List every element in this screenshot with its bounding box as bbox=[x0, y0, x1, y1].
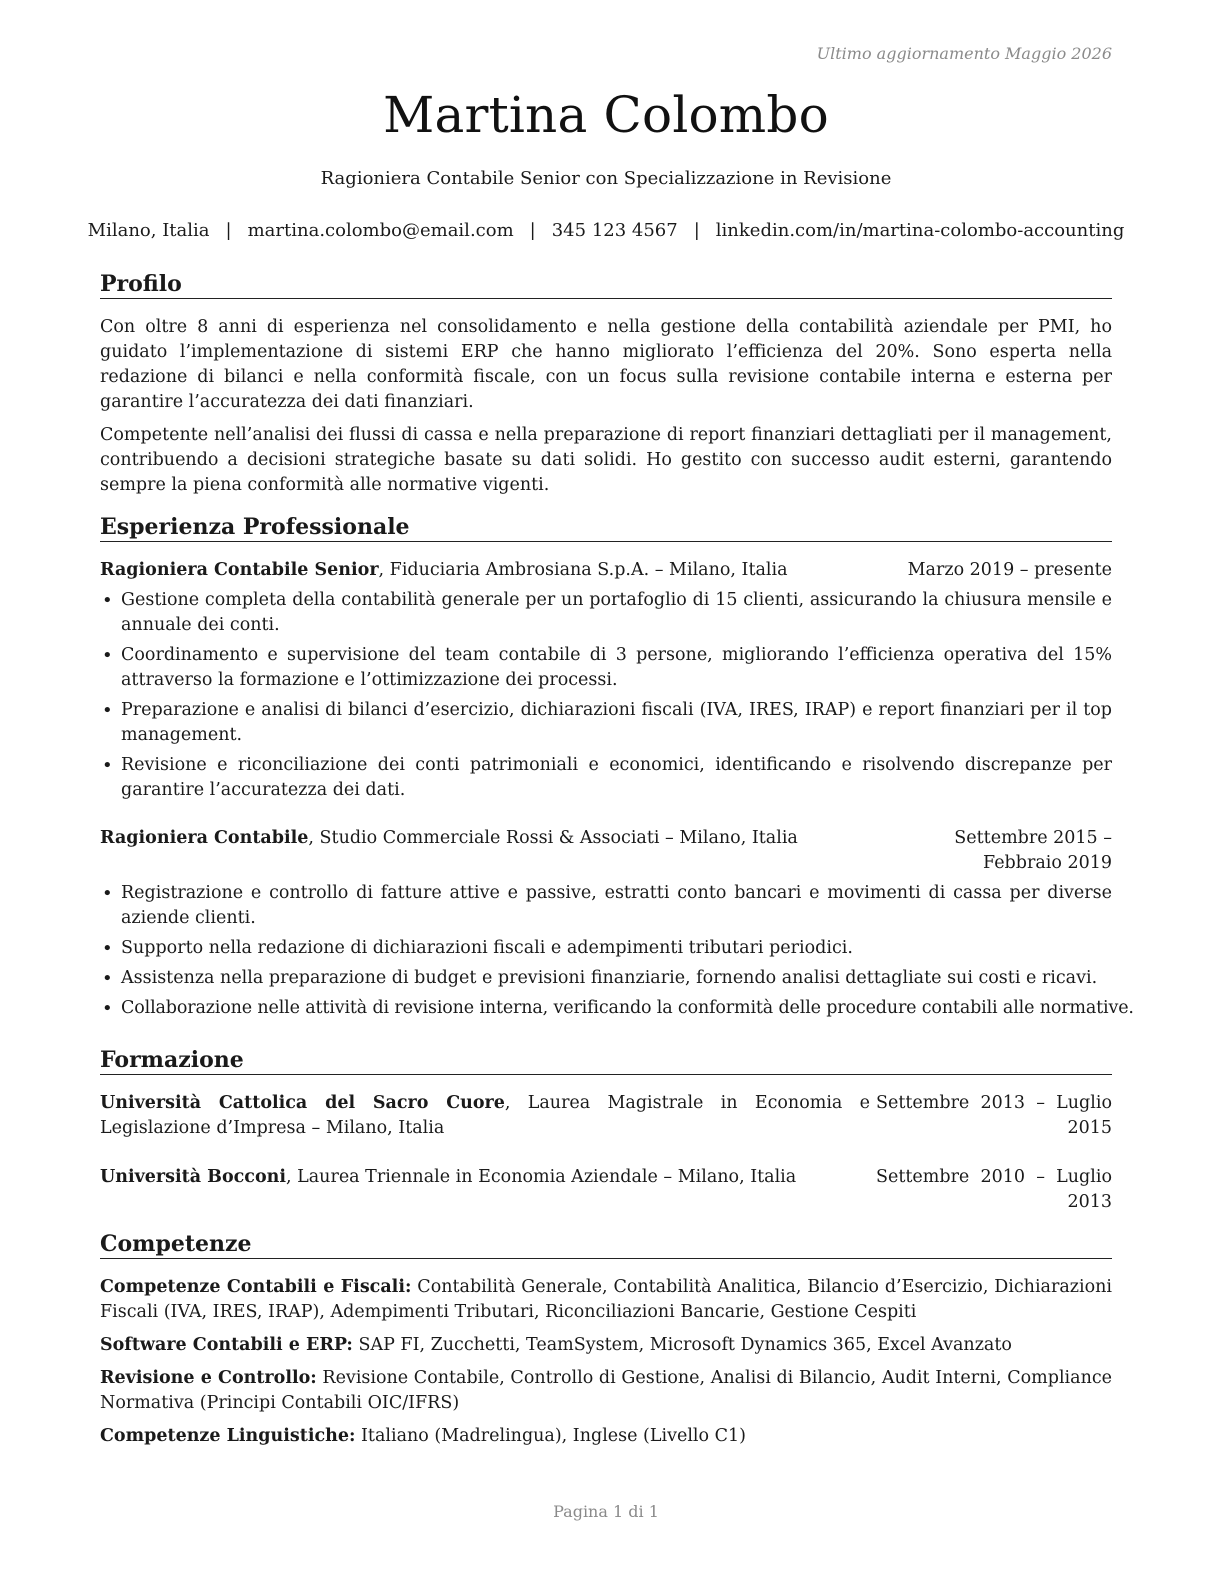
skill-row bbox=[100, 1333, 1112, 1358]
education-detail: , Laurea Triennale in Economia Aziendale – Milano, Italia bbox=[286, 1167, 797, 1187]
contact-separator: | bbox=[693, 220, 700, 241]
education-header bbox=[100, 1165, 1112, 1215]
skills-section bbox=[100, 1275, 1112, 1457]
education-entry bbox=[100, 1165, 1112, 1215]
job-bullets bbox=[100, 588, 1112, 803]
list-item: • Revisione e riconciliazione dei conti patrimoniali e economici, identificando e risolvendo discrepanze per garantire l’accuratezza dei dati. bbox=[100, 753, 1112, 803]
skill-value: SAP FI, Zucchetti, TeamSystem, Microsoft Dynamics 365, Excel Avanzato bbox=[352, 1335, 1012, 1355]
job-dates: Settembre 2015 – Febbraio 2019 bbox=[954, 828, 1112, 873]
education-entry bbox=[100, 1091, 1112, 1141]
education-title-line bbox=[100, 1091, 876, 1141]
job-title-line bbox=[100, 826, 876, 851]
section-title-skills: Competenze bbox=[100, 1231, 1112, 1259]
skill-label: Competenze Contabili e Fiscali: bbox=[100, 1277, 412, 1297]
skill-row bbox=[100, 1424, 1112, 1449]
job-title-line bbox=[100, 558, 907, 583]
skill-row bbox=[100, 1275, 1112, 1325]
education-detail: , Laurea Magistrale in Economia e Legislazione d’Impresa – Milano, Italia bbox=[100, 1093, 870, 1138]
job-bullets bbox=[100, 881, 1134, 1021]
job-org: , Fiduciaria Ambrosiana S.p.A. – Milano, Italia bbox=[378, 560, 788, 580]
list-item: • Assistenza nella preparazione di budget e previsioni finanziarie, fornendo analisi dettagliate sui costi e ricavi. bbox=[100, 966, 1112, 991]
profile-paragraph: Competente nell’analisi dei flussi di cassa e nella preparazione di report finanziari dettagliati per il management, contribuendo a decisioni strategiche basate su dati solidi. Ho gestito con successo audit esterni, garantendo sempre la piena conformità alle normative vigenti. bbox=[100, 425, 1112, 495]
section-title-experience: Esperienza Professionale bbox=[100, 514, 1112, 542]
job-role: Ragioniera Contabile bbox=[100, 828, 309, 848]
resume-page bbox=[87, 0, 1134, 1584]
job-entry bbox=[100, 558, 1112, 808]
list-item: • Registrazione e controllo di fatture attive e passive, estratti conto bancari e movimenti di cassa per diverse aziende clienti. bbox=[100, 881, 1112, 931]
profile-section bbox=[100, 315, 1112, 506]
contact-line bbox=[87, 220, 1125, 241]
education-header bbox=[100, 1091, 1112, 1141]
contact-phone[interactable]: 345 123 4567 bbox=[551, 220, 678, 241]
contact-separator: | bbox=[225, 220, 232, 241]
skill-label: Revisione e Controllo: bbox=[100, 1368, 317, 1388]
list-item: • Supporto nella redazione di dichiarazioni fiscali e adempimenti tributari periodici. bbox=[100, 936, 1112, 961]
job-role: Ragioniera Contabile Senior bbox=[100, 560, 379, 580]
page-footer: Pagina 1 di 1 bbox=[553, 1502, 659, 1521]
education-dates: Settembre 2013 – Luglio 2015 bbox=[876, 1093, 1112, 1138]
job-header bbox=[100, 558, 1112, 583]
skill-value: Italiano (Madrelingua), Inglese (Livello C1) bbox=[355, 1426, 746, 1446]
job-org: , Studio Commerciale Rossi & Associati – Milano, Italia bbox=[308, 828, 798, 848]
list-item: • Coordinamento e supervisione del team contabile di 3 persone, migliorando l’efficienza operativa del 15% attraverso la formazione e l’ottimizzazione dei processi. bbox=[100, 643, 1112, 693]
section-title-profile: Profilo bbox=[100, 271, 1112, 299]
list-item: • Collaborazione nelle attività di revisione interna, verificando la conformità delle procedure contabili alle normative. bbox=[100, 996, 1112, 1021]
education-title-line bbox=[100, 1165, 876, 1190]
candidate-name: Martina Colombo bbox=[383, 86, 829, 144]
contact-location: Milano, Italia bbox=[87, 220, 210, 241]
job-header bbox=[100, 826, 1112, 876]
list-item: • Gestione completa della contabilità generale per un portafoglio di 15 clienti, assicurando la chiusura mensile e annuale dei conti. bbox=[100, 588, 1112, 638]
candidate-subtitle: Ragioniera Contabile Senior con Specializzazione in Revisione bbox=[320, 168, 892, 189]
education-school: Università Bocconi bbox=[100, 1167, 286, 1187]
skill-value: Contabilità Generale, Contabilità Analitica, Bilancio d’Esercizio, Dichiarazioni Fiscali (IVA, IRES, IRAP), Adempimenti Tributari, Riconciliazioni Bancarie, Gestione Cespiti bbox=[100, 1277, 1113, 1322]
contact-separator: | bbox=[529, 220, 536, 241]
contact-email[interactable]: martina.colombo@email.com bbox=[247, 220, 514, 241]
job-entry bbox=[100, 826, 1134, 1026]
profile-paragraph: Con oltre 8 anni di esperienza nel consolidamento e nella gestione della contabilità aziendale per PMI, ho guidato l’implementazione di sistemi ERP che hanno migliorato l’efficienza del 20%. Sono esperta nella redazione di bilanci e nella conformità fiscale, con un focus sulla revisione contabile interna e esterna per garantire l’accuratezza dei dati finanziari. bbox=[100, 317, 1112, 412]
education-school: Università Cattolica del Sacro Cuore bbox=[100, 1093, 505, 1113]
job-dates: Marzo 2019 – presente bbox=[907, 560, 1112, 580]
education-dates: Settembre 2010 – Luglio 2013 bbox=[876, 1167, 1112, 1212]
skill-label: Competenze Linguistiche: bbox=[100, 1426, 356, 1446]
skill-row bbox=[100, 1366, 1112, 1416]
section-title-education: Formazione bbox=[100, 1047, 1112, 1075]
contact-linkedin[interactable]: linkedin.com/in/martina-colombo-accounting bbox=[715, 220, 1125, 241]
skill-label: Software Contabili e ERP: bbox=[100, 1335, 353, 1355]
last-updated: Ultimo aggiornamento Maggio 2026 bbox=[816, 44, 1112, 63]
skill-value: Revisione Contabile, Controllo di Gestione, Analisi di Bilancio, Audit Interni, Compliance Normativa (Principi Contabili OIC/IFRS) bbox=[100, 1368, 1112, 1413]
list-item: • Preparazione e analisi di bilanci d’esercizio, dichiarazioni fiscali (IVA, IRES, IRAP) e report finanziari per il top management. bbox=[100, 698, 1112, 748]
